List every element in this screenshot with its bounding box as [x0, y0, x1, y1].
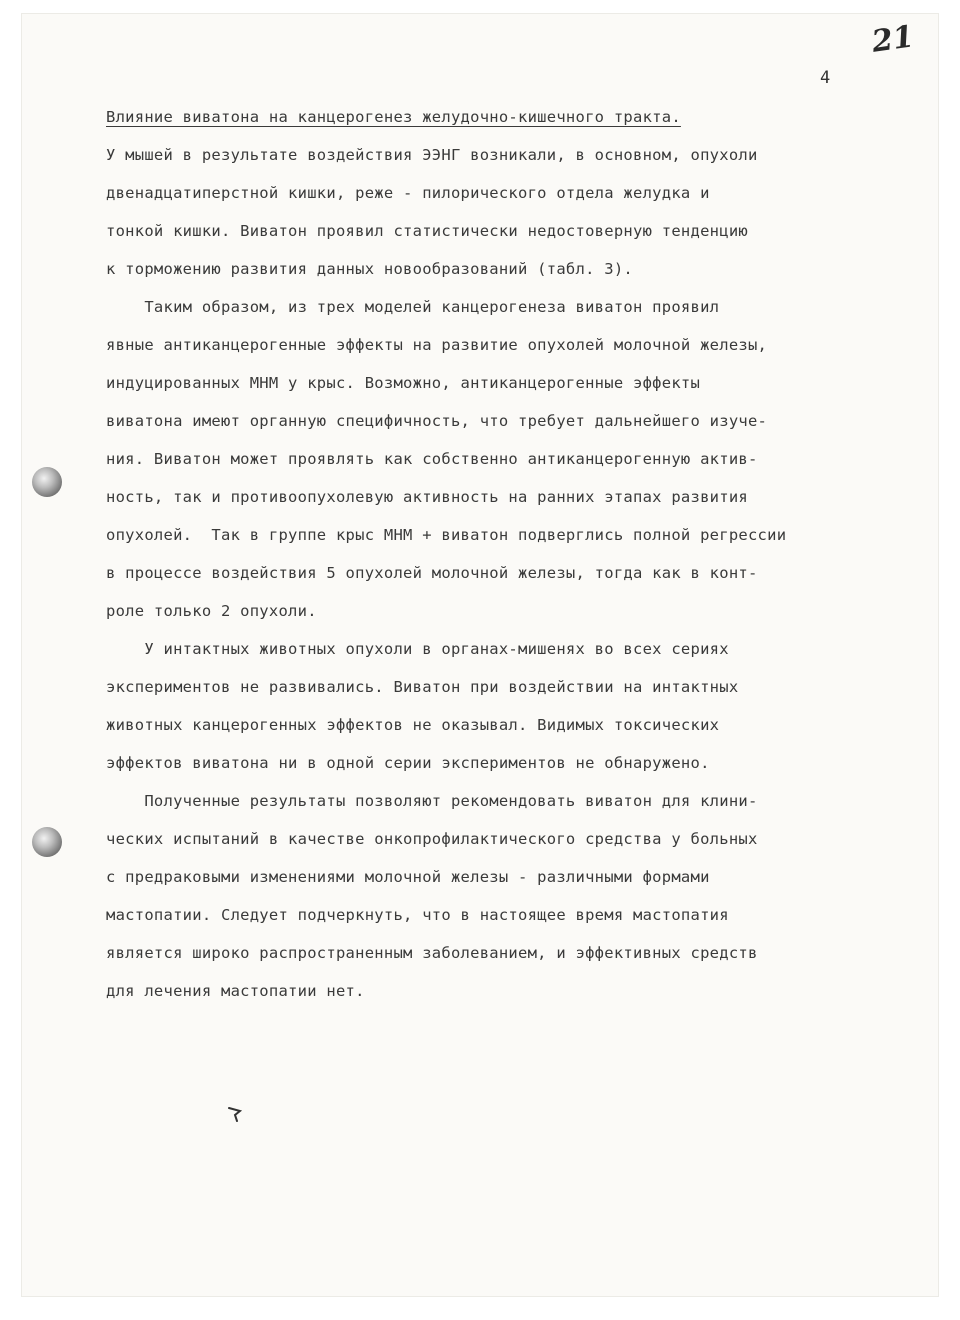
text-line: для лечения мастопатии нет. [106, 982, 365, 1000]
text-line: в процессе воздействия 5 опухолей молочной железы, тогда как в конт- [106, 564, 758, 582]
text-line: роле только 2 опухоли. [106, 602, 317, 620]
text-line: двенадцатиперстной кишки, реже - пилорического отдела желудка и [106, 184, 710, 202]
section-title: Влияние виватона на канцерогенез желудочно-кишечного тракта. [106, 108, 681, 126]
text-line: тонкой кишки. Виватон проявил статистически недостоверную тенденцию [106, 222, 748, 240]
text-line: Полученные результаты позволяют рекомендовать виватон для клини- [106, 792, 758, 810]
text-line: явные антиканцерогенные эффекты на развитие опухолей молочной железы, [106, 336, 768, 354]
text-line: к торможению развития данных новообразований (табл. 3). [106, 260, 633, 278]
text-line: мастопатии. Следует подчеркнуть, что в настоящее время мастопатия [106, 906, 729, 924]
text-line: Таким образом, из трех моделей канцерогенеза виватон проявил [106, 298, 720, 316]
text-line: опухолей. Так в группе крыс МНМ + виватон подверглись полной регрессии [106, 526, 787, 544]
text-line: с предраковыми изменениями молочной железы - различными формами [106, 868, 710, 886]
page-number: 4 [820, 68, 831, 88]
punch-hole [32, 827, 62, 857]
text-line: эффектов виватона ни в одной серии экспериментов не обнаружено. [106, 754, 710, 772]
text-line: ность, так и противоопухолевую активность на ранних этапах развития [106, 488, 748, 506]
text-line: ния. Виватон может проявлять как собственно антиканцерогенную актив- [106, 450, 758, 468]
text-line: У интактных животных опухоли в органах-мишенях во всех сериях [106, 640, 729, 658]
text-line: является широко распространенным заболеванием, и эффективных средств [106, 944, 758, 962]
text-line: ческих испытаний в качестве онкопрофилактического средства у больных [106, 830, 758, 848]
text-line: индуцированных МНМ у крыс. Возможно, антиканцерогенные эффекты [106, 374, 701, 392]
text-line: животных канцерогенных эффектов не оказывал. Видимых токсических [106, 716, 720, 734]
ink-mark [228, 1106, 242, 1122]
punch-hole [32, 467, 62, 497]
text-line: У мышей в результате воздействия ЭЭНГ возникали, в основном, опухоли [106, 146, 758, 164]
text-line: виватона имеют органную специфичность, что требует дальнейшего изуче- [106, 412, 768, 430]
handwritten-folio-number: 21 [869, 19, 916, 60]
text-line: экспериментов не развивались. Виватон при воздействии на интактных [106, 678, 739, 696]
